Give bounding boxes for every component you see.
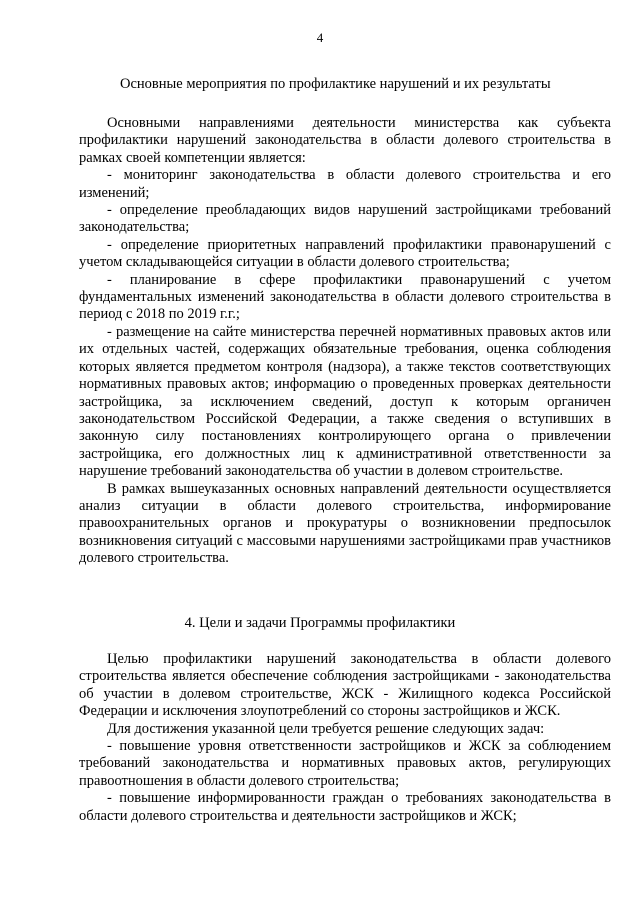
- paragraph: Основными направлениями деятельности министерства как субъекта профилактики нарушений законодательства в области долевого строительства в рамках своей компетенции является:: [79, 115, 611, 166]
- list-item: - мониторинг законодательства в области долевого строительства и его изменений;: [79, 167, 611, 201]
- list-item: - повышение информированности граждан о требованиях законодательства в области долевого строительства и деятельности застройщиков и ЖСК;: [79, 790, 611, 824]
- list-item: - планирование в сфере профилактики правонарушений с учетом фундаментальных изменений законодательства в области долевого строительства в период с 2018 по 2019 г.г.;: [79, 271, 611, 323]
- paragraph: В рамках вышеуказанных основных направлений деятельности осуществляется анализ ситуации в области долевого строительства, информирование правоохранительных органов и прокуратуры о возникновении предпосылок возникновения ситуаций с массовыми нарушениями застройщиками прав участников долевого строительства.: [79, 480, 611, 567]
- section-body-goals: [79, 651, 611, 825]
- paragraph: Целью профилактики нарушений законодательства в области долевого строительства является обеспечение соблюдения застройщиками - законодательства об участии в долевом строительстве, ЖСК - Жилищного кодекса Российской Федерации и исключения злоупотреблений со стороны застройщиков и ЖСК.: [79, 651, 611, 720]
- list-item: - определение приоритетных направлений профилактики правонарушений с учетом складывающейся ситуации в области долевого строительства;: [79, 236, 611, 271]
- section-heading-goals: 4. Цели и задачи Программы профилактики: [184, 615, 456, 631]
- list-item: - определение преобладающих видов нарушений застройщиками требований законодательства;: [79, 202, 611, 236]
- paragraph: Для достижения указанной цели требуется решение следующих задач:: [107, 720, 545, 737]
- list-item: - размещение на сайте министерства перечней нормативных правовых актов или их отдельных частей, содержащих обязательные требования, оценка соблюдения которых является предметом контроля (надзора), а также текстов соответствующих нормативных правовых актов; информацию о проведенных проверках деятельности застройщика, за исключением сведений, доступ к которым органичен законодательством Российской Федерации, а также сведения о вступивших в законную силу постановлениях контролирующего органа о привлечении застройщика, его должностных лиц к административной ответственности за нарушение требований законодательства об участии в долевом строительстве.: [79, 323, 611, 480]
- page-number: 4: [316, 30, 324, 45]
- section-body-measures: [79, 115, 611, 568]
- list-item: - повышение уровня ответственности застройщиков и ЖСК за соблюдением требований законодательства и нормативных правовых актов, регулирующих правоотношения в области долевого строительства;: [79, 738, 611, 789]
- section-heading-measures: Основные мероприятия по профилактике нарушений и их результаты: [120, 76, 551, 92]
